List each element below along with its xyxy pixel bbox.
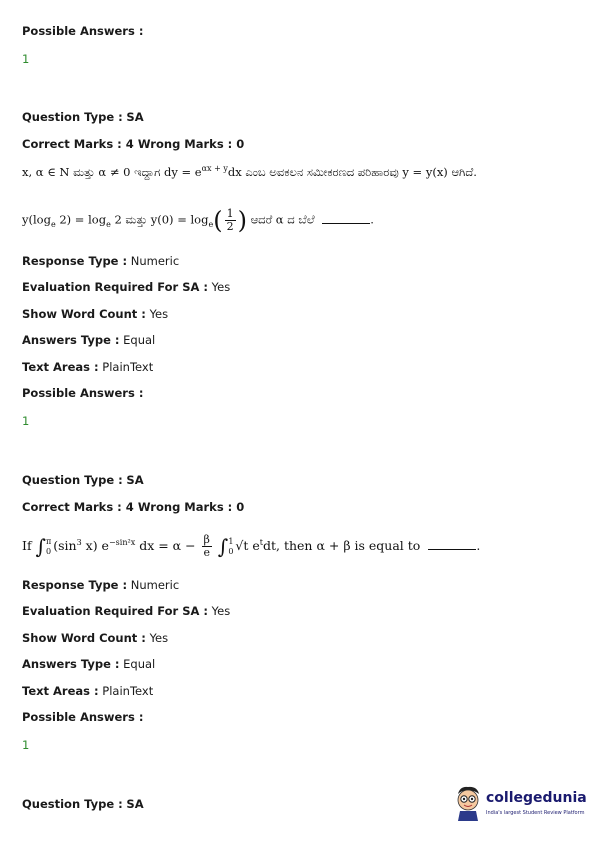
evaluation-required-label: Evaluation Required For SA : bbox=[22, 604, 209, 618]
question-type-label: Question Type : bbox=[22, 797, 123, 811]
text-areas-row bbox=[22, 360, 153, 374]
stem-sub: e bbox=[208, 219, 214, 229]
response-type-label: Response Type : bbox=[22, 578, 128, 592]
answers-type-row bbox=[22, 657, 155, 671]
text-areas-row bbox=[22, 684, 153, 698]
stem-text: (sin bbox=[53, 538, 77, 553]
correct-marks-value: 4 bbox=[125, 137, 134, 151]
stem-text: x) e bbox=[81, 538, 109, 553]
question-type-row bbox=[22, 473, 144, 487]
answers-type-value: Equal bbox=[123, 333, 156, 347]
fraction bbox=[225, 208, 236, 233]
evaluation-required-row bbox=[22, 280, 230, 294]
stem-text: dt, bbox=[262, 538, 280, 553]
stem-sup: αx + y bbox=[201, 164, 228, 173]
wrong-marks-value: 0 bbox=[236, 500, 245, 514]
question-type-row bbox=[22, 110, 144, 124]
possible-answer-value: 1 bbox=[22, 414, 30, 428]
possible-answer-value: 1 bbox=[22, 738, 30, 752]
lower-limit: 0 bbox=[228, 546, 234, 556]
correct-marks-label: Correct Marks : bbox=[22, 500, 122, 514]
answer-blank bbox=[322, 213, 370, 224]
lower-limit: 0 bbox=[45, 546, 52, 556]
answer-blank bbox=[428, 539, 476, 550]
stem-sub: e bbox=[106, 219, 111, 229]
stem-text: If bbox=[22, 538, 32, 553]
evaluation-required-value: Yes bbox=[211, 604, 231, 618]
stem-text: dx ಎಂಬ ಅವಕಲನ ಸಮೀಕರಣದ ಪರಿಹಾರವು y = y(x) ಆಗಿದೆ. bbox=[227, 164, 477, 179]
integral-sign: ∫ bbox=[217, 534, 229, 559]
question-stem-line2: $y(\log_e$ $2) = \log_e 2$ ಮತ್ತು $y(0) = \log_e$( $\frac{1}{2}$ ) ಆದರೆ α ದ ಬೆಲೆ . bbox=[22, 206, 374, 235]
text-areas-label: Text Areas : bbox=[22, 360, 99, 374]
possible-answers-label: Possible Answers : bbox=[22, 24, 144, 38]
answers-type-label: Answers Type : bbox=[22, 657, 120, 671]
wrong-marks-value: 0 bbox=[236, 137, 245, 151]
question-type-row bbox=[22, 797, 144, 811]
fraction bbox=[202, 534, 212, 559]
correct-marks-label: Correct Marks : bbox=[22, 137, 122, 151]
evaluation-required-row bbox=[22, 604, 230, 618]
stem-text: x, α ∈ N ಮತ್ತು α ≠ 0 ಇದ್ದಾಗ dy = e bbox=[22, 164, 202, 179]
wrong-marks-label: Wrong Marks : bbox=[137, 500, 233, 514]
integral-limits bbox=[46, 537, 51, 557]
fraction-numerator: 1 bbox=[226, 207, 234, 220]
stem-text: √t e bbox=[235, 538, 260, 553]
response-type-value: Numeric bbox=[130, 578, 180, 592]
stem-text: dx = α − bbox=[135, 538, 196, 553]
answers-type-value: Equal bbox=[123, 657, 156, 671]
upper-limit: 1 bbox=[228, 536, 234, 546]
fraction-numerator: β bbox=[203, 533, 210, 546]
stem-sup: 3 bbox=[76, 537, 82, 547]
question-type-value: SA bbox=[126, 110, 144, 124]
possible-answer-value: 1 bbox=[22, 52, 30, 66]
left-paren: ( bbox=[213, 206, 223, 235]
stem-sup: t bbox=[259, 537, 263, 547]
question-stem-line1 bbox=[22, 162, 477, 179]
show-word-count-label: Show Word Count : bbox=[22, 631, 146, 645]
brand-tagline: India's largest Student Review Platform bbox=[486, 810, 585, 816]
answers-type-row bbox=[22, 333, 155, 347]
show-word-count-value: Yes bbox=[149, 631, 169, 645]
show-word-count-label: Show Word Count : bbox=[22, 307, 146, 321]
mascot-icon bbox=[452, 784, 484, 822]
marks-row bbox=[22, 137, 244, 151]
marks-row bbox=[22, 500, 244, 514]
correct-marks-value: 4 bbox=[125, 500, 134, 514]
stem-text: y(log bbox=[22, 212, 51, 227]
brand-name: collegedunia bbox=[486, 790, 587, 806]
stem-sub: e bbox=[50, 219, 56, 229]
text-areas-value: PlainText bbox=[102, 360, 154, 374]
text-areas-label: Text Areas : bbox=[22, 684, 99, 698]
stem-text: 2) = log bbox=[55, 212, 107, 227]
stem-sup: −sin²x bbox=[108, 537, 136, 547]
response-type-value: Numeric bbox=[130, 254, 180, 268]
evaluation-required-value: Yes bbox=[211, 280, 231, 294]
fraction-denominator: e bbox=[203, 546, 210, 559]
answers-type-label: Answers Type : bbox=[22, 333, 120, 347]
question-type-value: SA bbox=[126, 473, 144, 487]
show-word-count-row bbox=[22, 631, 168, 645]
wrong-marks-label: Wrong Marks : bbox=[137, 137, 233, 151]
question-type-value: SA bbox=[126, 797, 144, 811]
possible-answers-label: Possible Answers : bbox=[22, 710, 144, 724]
question-type-label: Question Type : bbox=[22, 110, 123, 124]
integral-sign: ∫ bbox=[35, 534, 46, 559]
possible-answers-label: Possible Answers : bbox=[22, 386, 144, 400]
question-stem: If ∫ π 0 ($\sin^3$ x) $e^{-sin^2x}$ dx = α − $\frac{\beta}{e}$ ∫ 1 0 √t $e^tdt$, then α + β is equal to . bbox=[22, 533, 481, 559]
stem-text: ಆದರೆ α ದ ಬೆಲೆ bbox=[250, 212, 315, 227]
collegedunia-logo bbox=[452, 784, 587, 824]
response-type-row bbox=[22, 254, 179, 268]
show-word-count-row bbox=[22, 307, 168, 321]
stem-text: then α + β is equal to bbox=[279, 538, 421, 553]
evaluation-required-label: Evaluation Required For SA : bbox=[22, 280, 209, 294]
right-paren: ) bbox=[237, 206, 247, 235]
upper-limit: π bbox=[45, 536, 52, 546]
show-word-count-value: Yes bbox=[149, 307, 169, 321]
text-areas-value: PlainText bbox=[102, 684, 154, 698]
question-type-label: Question Type : bbox=[22, 473, 123, 487]
fraction-denominator: 2 bbox=[226, 220, 234, 233]
response-type-label: Response Type : bbox=[22, 254, 128, 268]
stem-text: 2 ಮತ್ತು y(0) = log bbox=[110, 212, 209, 227]
response-type-row bbox=[22, 578, 179, 592]
integral-limits bbox=[228, 537, 233, 557]
